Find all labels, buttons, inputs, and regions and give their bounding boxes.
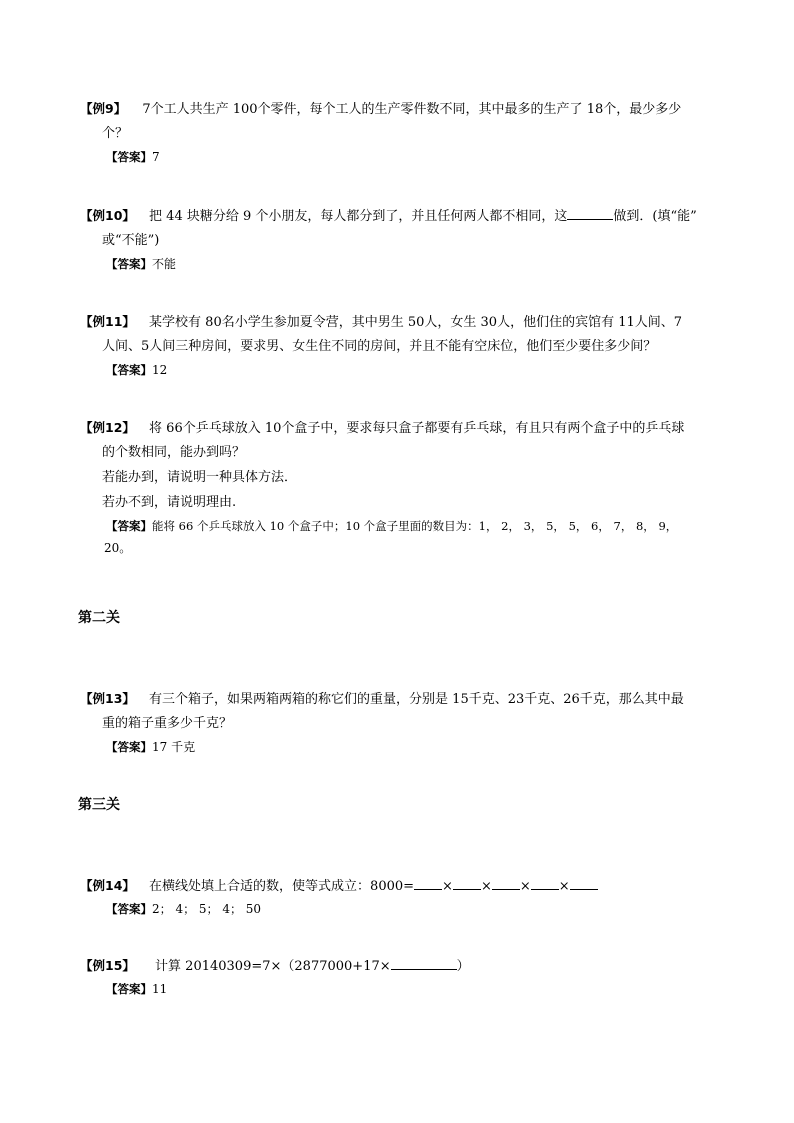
question-text: 人间、5人间三种房间，要求男、女生住不同的房间，并且不能有空床位，他们至少要住多少间？: [102, 339, 657, 354]
answer-label: 【答案】: [106, 982, 152, 996]
question-text: 某学校有 80名小学生参加夏令营，其中男生 50人，女生 30人，他们住的宾馆有 11人间、7: [149, 315, 683, 330]
answer-blank[interactable]: [414, 875, 442, 890]
question-text: 若能办到，请说明一种具体方法．: [102, 470, 298, 485]
question-text: 重的箱子重多少千克？: [102, 716, 233, 731]
answer-text: 2； 4； 5； 4； 50: [152, 902, 262, 916]
times-sign: ×: [558, 879, 570, 894]
answer-label: 【答案】: [106, 519, 152, 533]
section-heading-third: 第三关: [78, 797, 120, 813]
example-10: [80, 203, 730, 275]
example-label: 【例12】: [80, 420, 135, 435]
answer-label: 【答案】: [106, 740, 152, 754]
answer-label: 【答案】: [106, 150, 152, 164]
example-15: [80, 953, 730, 1000]
example-label: 【例10】: [80, 208, 135, 223]
example-label: 【例14】: [80, 878, 135, 893]
question-text: 在横线处填上合适的数，使等式成立：8000=: [149, 879, 415, 894]
example-14: [80, 873, 730, 920]
example-12: [80, 415, 730, 559]
answer-label: 【答案】: [106, 257, 152, 271]
question-text: 若办不到，请说明理由.: [102, 495, 237, 510]
answer-text: 12: [152, 363, 168, 377]
answer-label: 【答案】: [106, 363, 152, 377]
question-text: 或“不能”): [102, 233, 160, 248]
example-11: [80, 309, 730, 381]
answer-text: 能将 66 个乒乓球放入 10 个盒子中；10 个盒子里面的数目为：1， 2， 3， 5， 5， 6， 7， 8， 9，: [152, 519, 678, 533]
times-sign: ×: [442, 879, 453, 894]
answer-blank[interactable]: [391, 955, 457, 970]
section-heading-second: 第二关: [78, 610, 120, 626]
question-text: 7个工人共生产 100个零件，每个工人的生产零件数不同，其中最多的生产了 18个，最少多少: [142, 102, 682, 117]
answer-label: 【答案】: [106, 902, 152, 916]
question-text: 计算 20140309=7×（2877000+17×: [155, 959, 391, 974]
answer-blank[interactable]: [567, 205, 613, 220]
question-text: 个？: [102, 126, 129, 141]
times-sign: ×: [480, 879, 492, 894]
example-label: 【例13】: [80, 691, 135, 706]
question-text: 把 44 块糖分给 9 个小朋友，每人都分到了，并且任何两人都不相同，这: [149, 209, 568, 224]
question-text: 的个数相同，能办到吗？: [102, 445, 246, 460]
times-sign: ×: [519, 879, 531, 894]
example-13: [80, 686, 730, 758]
example-label: 【例15】: [80, 958, 135, 973]
answer-text: 7: [152, 150, 160, 164]
answer-blank[interactable]: [531, 875, 559, 890]
answer-blank[interactable]: [453, 875, 481, 890]
answer-text: 11: [152, 982, 168, 996]
question-text: 将 66个乒乓球放入 10个盒子中，要求每只盒子都要有乒乓球，有且只有两个盒子中的乒乓球: [149, 421, 685, 436]
answer-text: 不能: [152, 257, 177, 271]
answer-text: 17 千克: [152, 740, 196, 754]
answer-blank[interactable]: [570, 875, 598, 890]
question-text: 做到．(填“能”: [613, 209, 697, 224]
question-text: ）: [456, 959, 470, 974]
example-label: 【例11】: [80, 314, 135, 329]
answer-blank[interactable]: [492, 875, 520, 890]
example-label: 【例9】: [80, 101, 127, 116]
question-text: 有三个箱子，如果两箱两箱的称它们的重量，分别是 15千克、23千克、26千克，那么其中最: [149, 692, 684, 707]
answer-text: 20。: [104, 541, 132, 555]
example-9: [80, 96, 730, 168]
